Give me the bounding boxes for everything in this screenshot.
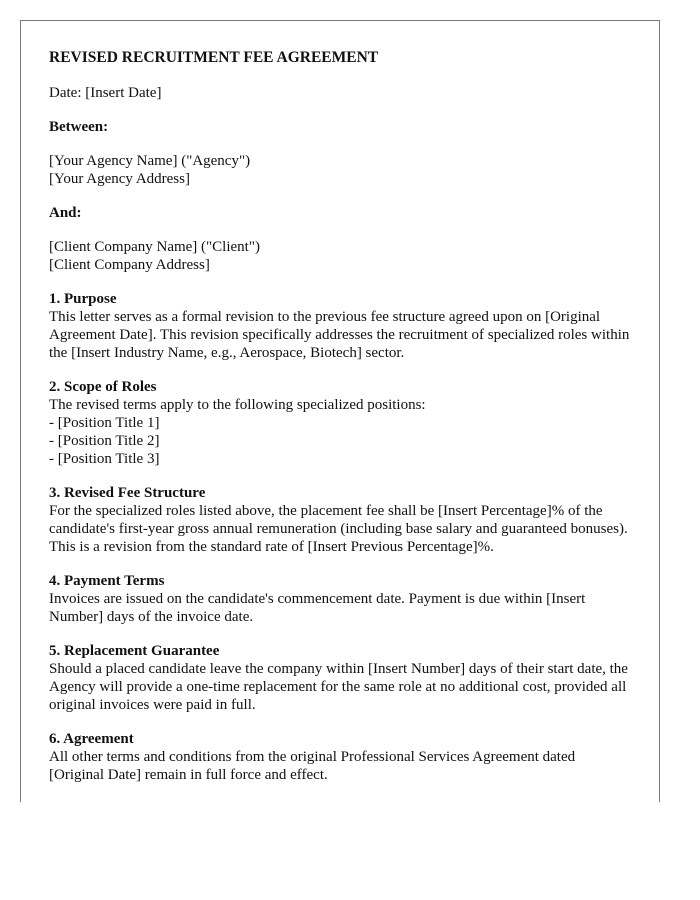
- section-agreement: [49, 730, 631, 784]
- between-label: Between:: [49, 119, 109, 135]
- client-name: [Client Company Name] ("Client"): [49, 239, 260, 255]
- section-payment-terms: [49, 572, 631, 626]
- section-purpose: [49, 290, 631, 362]
- and-label: And:: [49, 205, 82, 221]
- section-body: Should a placed candidate leave the company within [Insert Number] days of their start date, the Agency will provide a one-time replacement for the same role at no additional cost, provided all original invoices were paid in full.: [49, 661, 628, 713]
- section-scope-of-roles: [49, 378, 631, 468]
- section-body: This letter serves as a formal revision to the previous fee structure agreed upon on [Original Agreement Date]. This revision specifically addresses the recruitment of specialized roles within the [Insert Industry Name, e.g., Aerospace, Biotech] sector.: [49, 309, 630, 361]
- document-title: REVISED RECRUITMENT FEE AGREEMENT: [49, 49, 379, 66]
- section-body: The revised terms apply to the following specialized positions:: [49, 397, 426, 413]
- section-revised-fee-structure: [49, 484, 631, 556]
- position-item: - [Position Title 2]: [49, 433, 160, 449]
- section-heading: 6. Agreement: [49, 731, 134, 747]
- section-body: All other terms and conditions from the original Professional Services Agreement dated [Original Date] remain in full force and effect.: [49, 749, 576, 783]
- document-page: [20, 20, 660, 802]
- client-address: [Client Company Address]: [49, 257, 210, 273]
- agency-block: [49, 152, 631, 188]
- client-block: [49, 238, 631, 274]
- position-item: - [Position Title 1]: [49, 415, 160, 431]
- section-heading: 1. Purpose: [49, 291, 117, 307]
- section-body: Invoices are issued on the candidate's commencement date. Payment is due within [Insert Number] days of the invoice date.: [49, 591, 586, 625]
- agency-address: [Your Agency Address]: [49, 171, 190, 187]
- section-heading: 5. Replacement Guarantee: [49, 643, 220, 659]
- position-item: - [Position Title 3]: [49, 451, 160, 467]
- date-line: Date: [Insert Date]: [49, 85, 162, 101]
- agency-name: [Your Agency Name] ("Agency"): [49, 153, 251, 169]
- section-heading: 3. Revised Fee Structure: [49, 485, 206, 501]
- section-heading: 2. Scope of Roles: [49, 379, 157, 395]
- section-heading: 4. Payment Terms: [49, 573, 165, 589]
- section-body: For the specialized roles listed above, the placement fee shall be [Insert Percentage]% of the candidate's first-year gross annual remuneration (including base salary and guaranteed bonuses). This is a revision from the standard rate of [Insert Previous Percentage]%.: [49, 503, 628, 555]
- section-replacement-guarantee: [49, 642, 631, 714]
